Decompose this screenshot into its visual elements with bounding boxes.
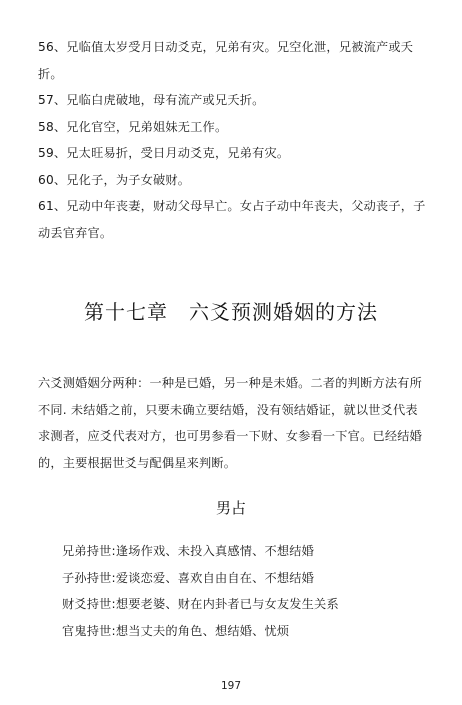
- list-item: 57、兄临白虎破地，母有流产或兄夭折。: [38, 93, 265, 107]
- rule-item: 官鬼持世:想当丈夫的角色、想结婚、忧烦: [62, 623, 290, 638]
- list-item: 58、兄化官空，兄弟姐妹无工作。: [38, 119, 228, 134]
- rule-item: 兄弟持世:逢场作戏、未投入真感情、不想结婚: [62, 544, 315, 558]
- list-item: 56、兄临值太岁受月日动爻克，兄弟有灾。兄空化泄，兄被流产或夭折。: [38, 40, 414, 81]
- rule-item: 财爻持世:想要老婆、财在内卦者已与女友发生关系: [62, 597, 339, 611]
- chapter-title: 第十七章 六爻预测婚姻的方法: [84, 300, 378, 324]
- page-number: 197: [220, 680, 242, 692]
- rules-list: [62, 538, 432, 644]
- list-item: 60、兄化子，为子女破财。: [38, 172, 191, 187]
- intro-text: 六爻测婚姻分两种：一种是已婚，另一种是未婚。二者的判断方法有所不同. 未结婚之前，只要未确立要结婚，没有领结婚证，就以世爻代表求测者，应爻代表对方，也可男参看一下财、女参看一下官。已经结婚的，主要根据世爻与配偶星来判断。: [38, 376, 423, 470]
- list-item: 59、兄太旺易折，受日月动爻克，兄弟有灾。: [38, 146, 290, 160]
- numbered-list: [38, 34, 430, 246]
- intro-paragraph: [38, 370, 430, 476]
- section-heading: 男占: [215, 499, 246, 517]
- list-item: 61、兄动中年丧妻，财动父母早亡。女占子动中年丧夫，父动丧子，子动丢官弃官。: [38, 199, 426, 240]
- rule-item: 子孙持世:爱谈恋爱、喜欢自由自在、不想结婚: [62, 570, 315, 585]
